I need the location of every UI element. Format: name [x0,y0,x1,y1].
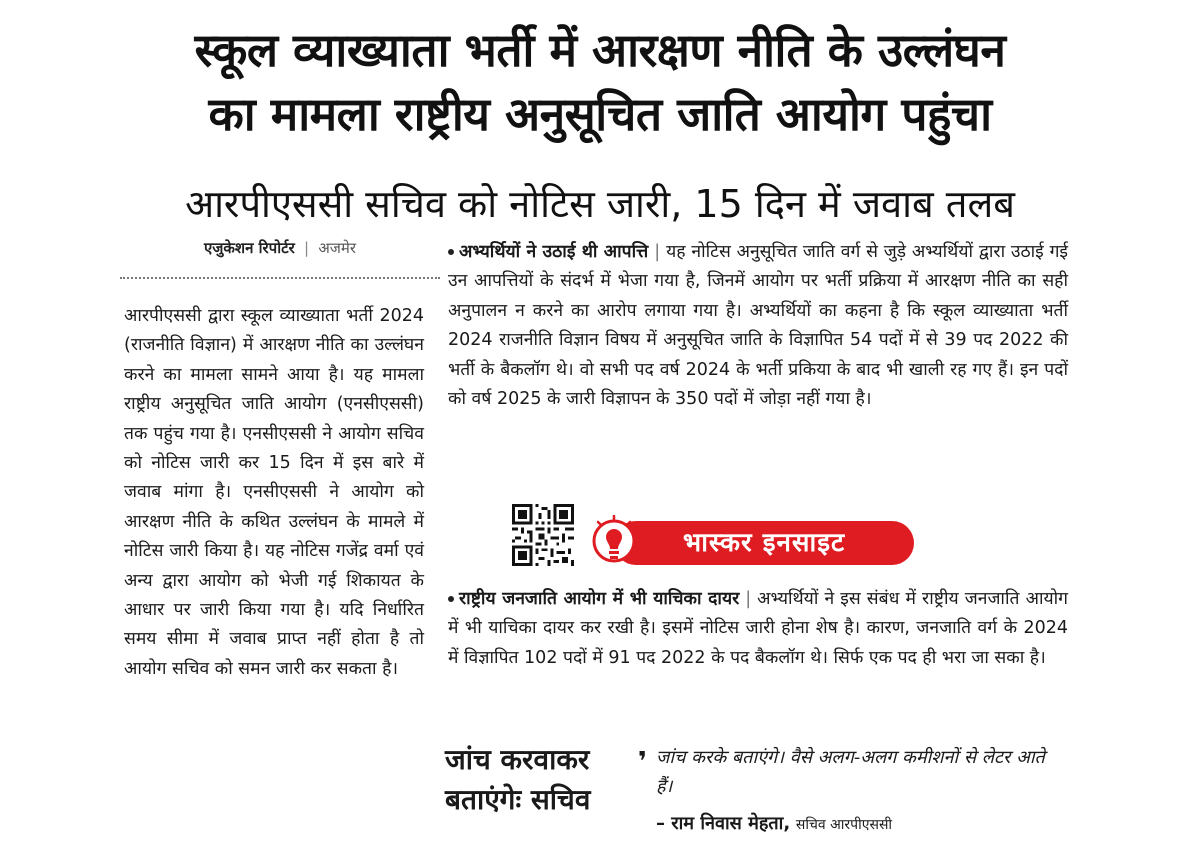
insight-banner-label: भास्कर इनसाइट [614,521,914,565]
section-2-separator: | [745,589,752,609]
section-2-heading [448,589,739,609]
qr-code-icon[interactable] [512,504,574,566]
section-2-body: अभ्यर्थियों ने इस संबंध में राष्ट्रीय जनजाति आयोग में भी याचिका दायर कर रखी है। इसमें नोटिस जारी होना शेष है। कारण, जनजाति वर्ग के 2024 में विज्ञापित 102 पदों में 91 पद 2022 के पद बैकलॉग थे। सिर्फ एक पद ही भरा जा सका है। [448,589,1068,668]
bullet-icon [448,596,454,602]
quote-author [656,812,892,837]
section-1-heading [448,242,648,262]
insight-banner [590,515,920,575]
column-1-body: आरपीएससी द्वारा स्कूल व्याख्याता भर्ती 2024 (राजनीति विज्ञान) में आरक्षण नीति का उल्लंघन करने का मामला सामने आया है। यह मामला राष्ट्रीय अनुसूचित जाति आयोग (एनसीएससी) तक पहुंच गया है। एनसीएससी ने आयोग सचिव को नोटिस जारी कर 15 दिन में इस बारे में जवाब मांगा है। एनसीएससी ने आयोग को आरक्षण नीति के कथित उल्लंघन के मामले में नोटिस जारी किया है। यह नोटिस गजेंद्र वर्मा एवं अन्य द्वारा आयोग को भेजी गई शिकायत के आधार पर जारी किया गया है। यदि निर्धारित समय सीमा में जवाब प्राप्त नहीं होता है तो आयोग सचिव को समन जारी कर सकता है। [124,306,424,679]
byline-separator: | [304,239,310,257]
bullet-icon [448,249,454,255]
subheadline: आरपीएससी सचिव को नोटिस जारी, 15 दिन में जवाब तलब [185,182,1015,226]
lightbulb-icon [590,515,638,573]
section-1-separator: | [654,242,661,262]
headline-line-1: स्कूल व्याख्याता भर्ती में आरक्षण नीति के उल्लंघन [194,23,1006,77]
quote-heading-line-2: बताएंगेः सचिव [445,783,591,816]
byline [120,238,440,258]
quote-heading-line-1: जांच करवाकर [445,743,590,776]
quote-heading [445,740,630,820]
byline-reporter: एजुकेशन रिपोर्टर [203,239,295,257]
headline-line-2: का मामला राष्ट्रीय अनुसूचित जाति आयोग पहुंचा [208,87,992,141]
byline-location: अजमेर [318,239,357,257]
quote-author-name: – राम निवास मेहता, [656,813,791,834]
section-1-heading-text: अभ्यर्थियों ने उठाई थी आपत्ति [459,242,649,262]
quote-author-role: सचिव आरपीएससी [795,817,893,833]
quote-text: जांच करके बताएंगे। वैसे अलग-अलग कमीशनों से लेटर आते हैं। [656,747,1045,797]
section-1 [448,238,1068,414]
section-2-heading-text: राष्ट्रीय जनजाति आयोग में भी याचिका दायर [459,589,740,609]
section-2 [448,585,1068,673]
section-1-body: यह नोटिस अनुसूचित जाति वर्ग से जुड़े अभ्यर्थियों द्वारा उठाई गई उन आपत्तियों के संदर्भ में भेजा गया है, जिनमें आयोग पर भर्ती प्रक्रिया में आरक्षण नीति का सही अनुपालन न करने का आरोप लगाया गया है। अभ्यर्थियों का कहना है कि स्कूल व्याख्याता भर्ती 2024 राजनीति विज्ञान विषय में अनुसूचित जाति के विज्ञापित 54 पदों में से 39 पद 2022 की भर्ती के बैकलॉग थे। वो सभी पद वर्ष 2024 के भर्ती प्रकिया के बाद भी खाली रह गए हैं। इन पदों को वर्ष 2025 के जारी विज्ञापन के 350 पदों में जोड़ा नहीं गया है। [448,242,1069,410]
byline-divider [120,277,440,279]
quote-mark-icon: ❜ [638,747,648,777]
